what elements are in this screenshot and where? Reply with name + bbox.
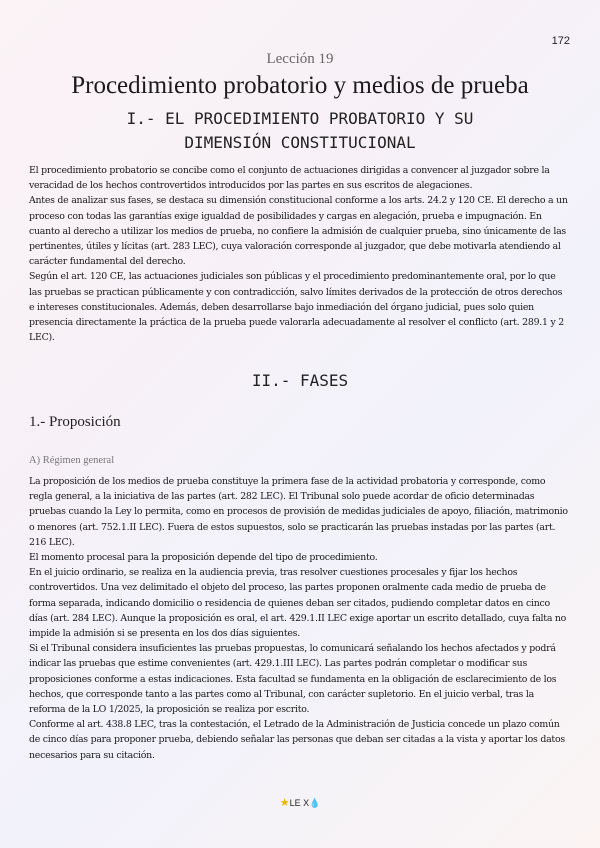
subsubsection-heading: A) Régimen general xyxy=(29,455,115,466)
footer-logo xyxy=(0,796,600,809)
section-2-body xyxy=(29,474,570,763)
section-heading-1-line2: DIMENSIÓN CONSTITUCIONAL xyxy=(184,133,416,152)
page-number: 172 xyxy=(551,35,570,47)
drop-icon: 💧 xyxy=(309,798,321,808)
section-heading-2: II.- FASES xyxy=(251,371,349,390)
section-1-body xyxy=(29,163,570,345)
page-title: Procedimiento probatorio y medios de prueba xyxy=(71,72,529,99)
paragraph: Si el Tribunal considera insuficientes las pruebas propuestas, lo comunicará señalando los hechos afectados y podrá indicar las pruebas que estime convenientes (art. 429.1.III LEC). Las partes podrán completar o modificar sus proposiciones conforme a estas indicaciones. Esta facultad se fundamenta en la obligación de esclarecimiento de los hechos, que corresponde tanto a las partes como al Tribunal, con carácter supletorio. En el juicio verbal, tras la reforma de la LO 1/2025, la proposición se realiza por escrito. xyxy=(29,643,557,716)
paragraph: La proposición de los medios de prueba constituye la primera fase de la actividad probatoria y corresponde, como regla general, a la iniciativa de las partes (art. 282 LEC). El Tribunal solo puede acordar de oficio determinadas pruebas cuando la Ley lo permita, como en procesos de provisión de medidas judiciales de apoyo, filiación, matrimonio o menores (art. 752.1.II LEC). Fuera de estos supuestos, solo se practicarán las pruebas instadas por las partes (art. 216 LEC). xyxy=(29,476,568,548)
paragraph: Según el art. 120 CE, las actuaciones judiciales son públicas y el procedimiento predominantemente oral, por lo que las pruebas se practican públicamente y con contradicción, salvo límites derivados de la protección de otros derechos e intereses constitucionales. Además, deben desarrollarse bajo inmediación del órgano judicial, pues solo quien presencia directamente la práctica de la prueba puede valorarla adecuadamente al resolver el conflicto (art. 289.1 y 2 LEC). xyxy=(29,271,564,344)
logo-text: LE X xyxy=(289,798,310,808)
subsection-heading: 1.- Proposición xyxy=(29,414,121,430)
star-icon: ★ xyxy=(279,797,290,809)
paragraph: Conforme al art. 438.8 LEC, tras la contestación, el Letrado de la Administración de Justicia concede un plazo común de cinco días para proponer prueba, debiendo señalar las personas que deban ser citadas a la vista y aportar los datos necesarios para su citación. xyxy=(29,719,565,761)
paragraph: Antes de analizar sus fases, se destaca su dimensión constitucional conforme a los arts. 24.2 y 120 CE. El derecho a un proceso con todas las garantías exige igualdad de posibilidades y cargas en alegación, prueba e impugnación. En cuanto al derecho a utilizar los medios de prueba, no confiere la admisión de cualquier prueba, sino únicamente de las pertinentes, útiles y lícitas (art. 283 LEC), cuya valoración corresponde al juzgador, que debe motivarla atendiendo al carácter fundamental del derecho. xyxy=(29,195,568,268)
paragraph: El procedimiento probatorio se concibe como el conjunto de actuaciones dirigidas a convencer al juzgador sobre la veracidad de los hechos controvertidos introducidos por las partes en sus escritos de alegaciones. xyxy=(29,165,550,192)
section-heading-1 xyxy=(40,107,560,155)
paragraph: En el juicio ordinario, se realiza en la audiencia previa, tras resolver cuestiones procesales y fijar los hechos controvertidos. Una vez delimitado el objeto del proceso, las partes proponen oralmente cada medio de prueba de forma separada, indicando domicilio o residencia de quienes deban ser citados, pudiendo completar datos en cinco días (art. 284 LEC). Aunque la proposición es oral, el art. 429.1.II LEC exige aportar un escrito detallado, cuya falta no impide la admisión si se presenta en los dos días siguientes. xyxy=(29,567,567,640)
paragraph: El momento procesal para la proposición depende del tipo de procedimiento. xyxy=(29,552,378,564)
lesson-label: Lección 19 xyxy=(266,51,334,67)
section-heading-1-line1: I.- EL PROCEDIMIENTO PROBATORIO Y SU xyxy=(126,109,474,128)
